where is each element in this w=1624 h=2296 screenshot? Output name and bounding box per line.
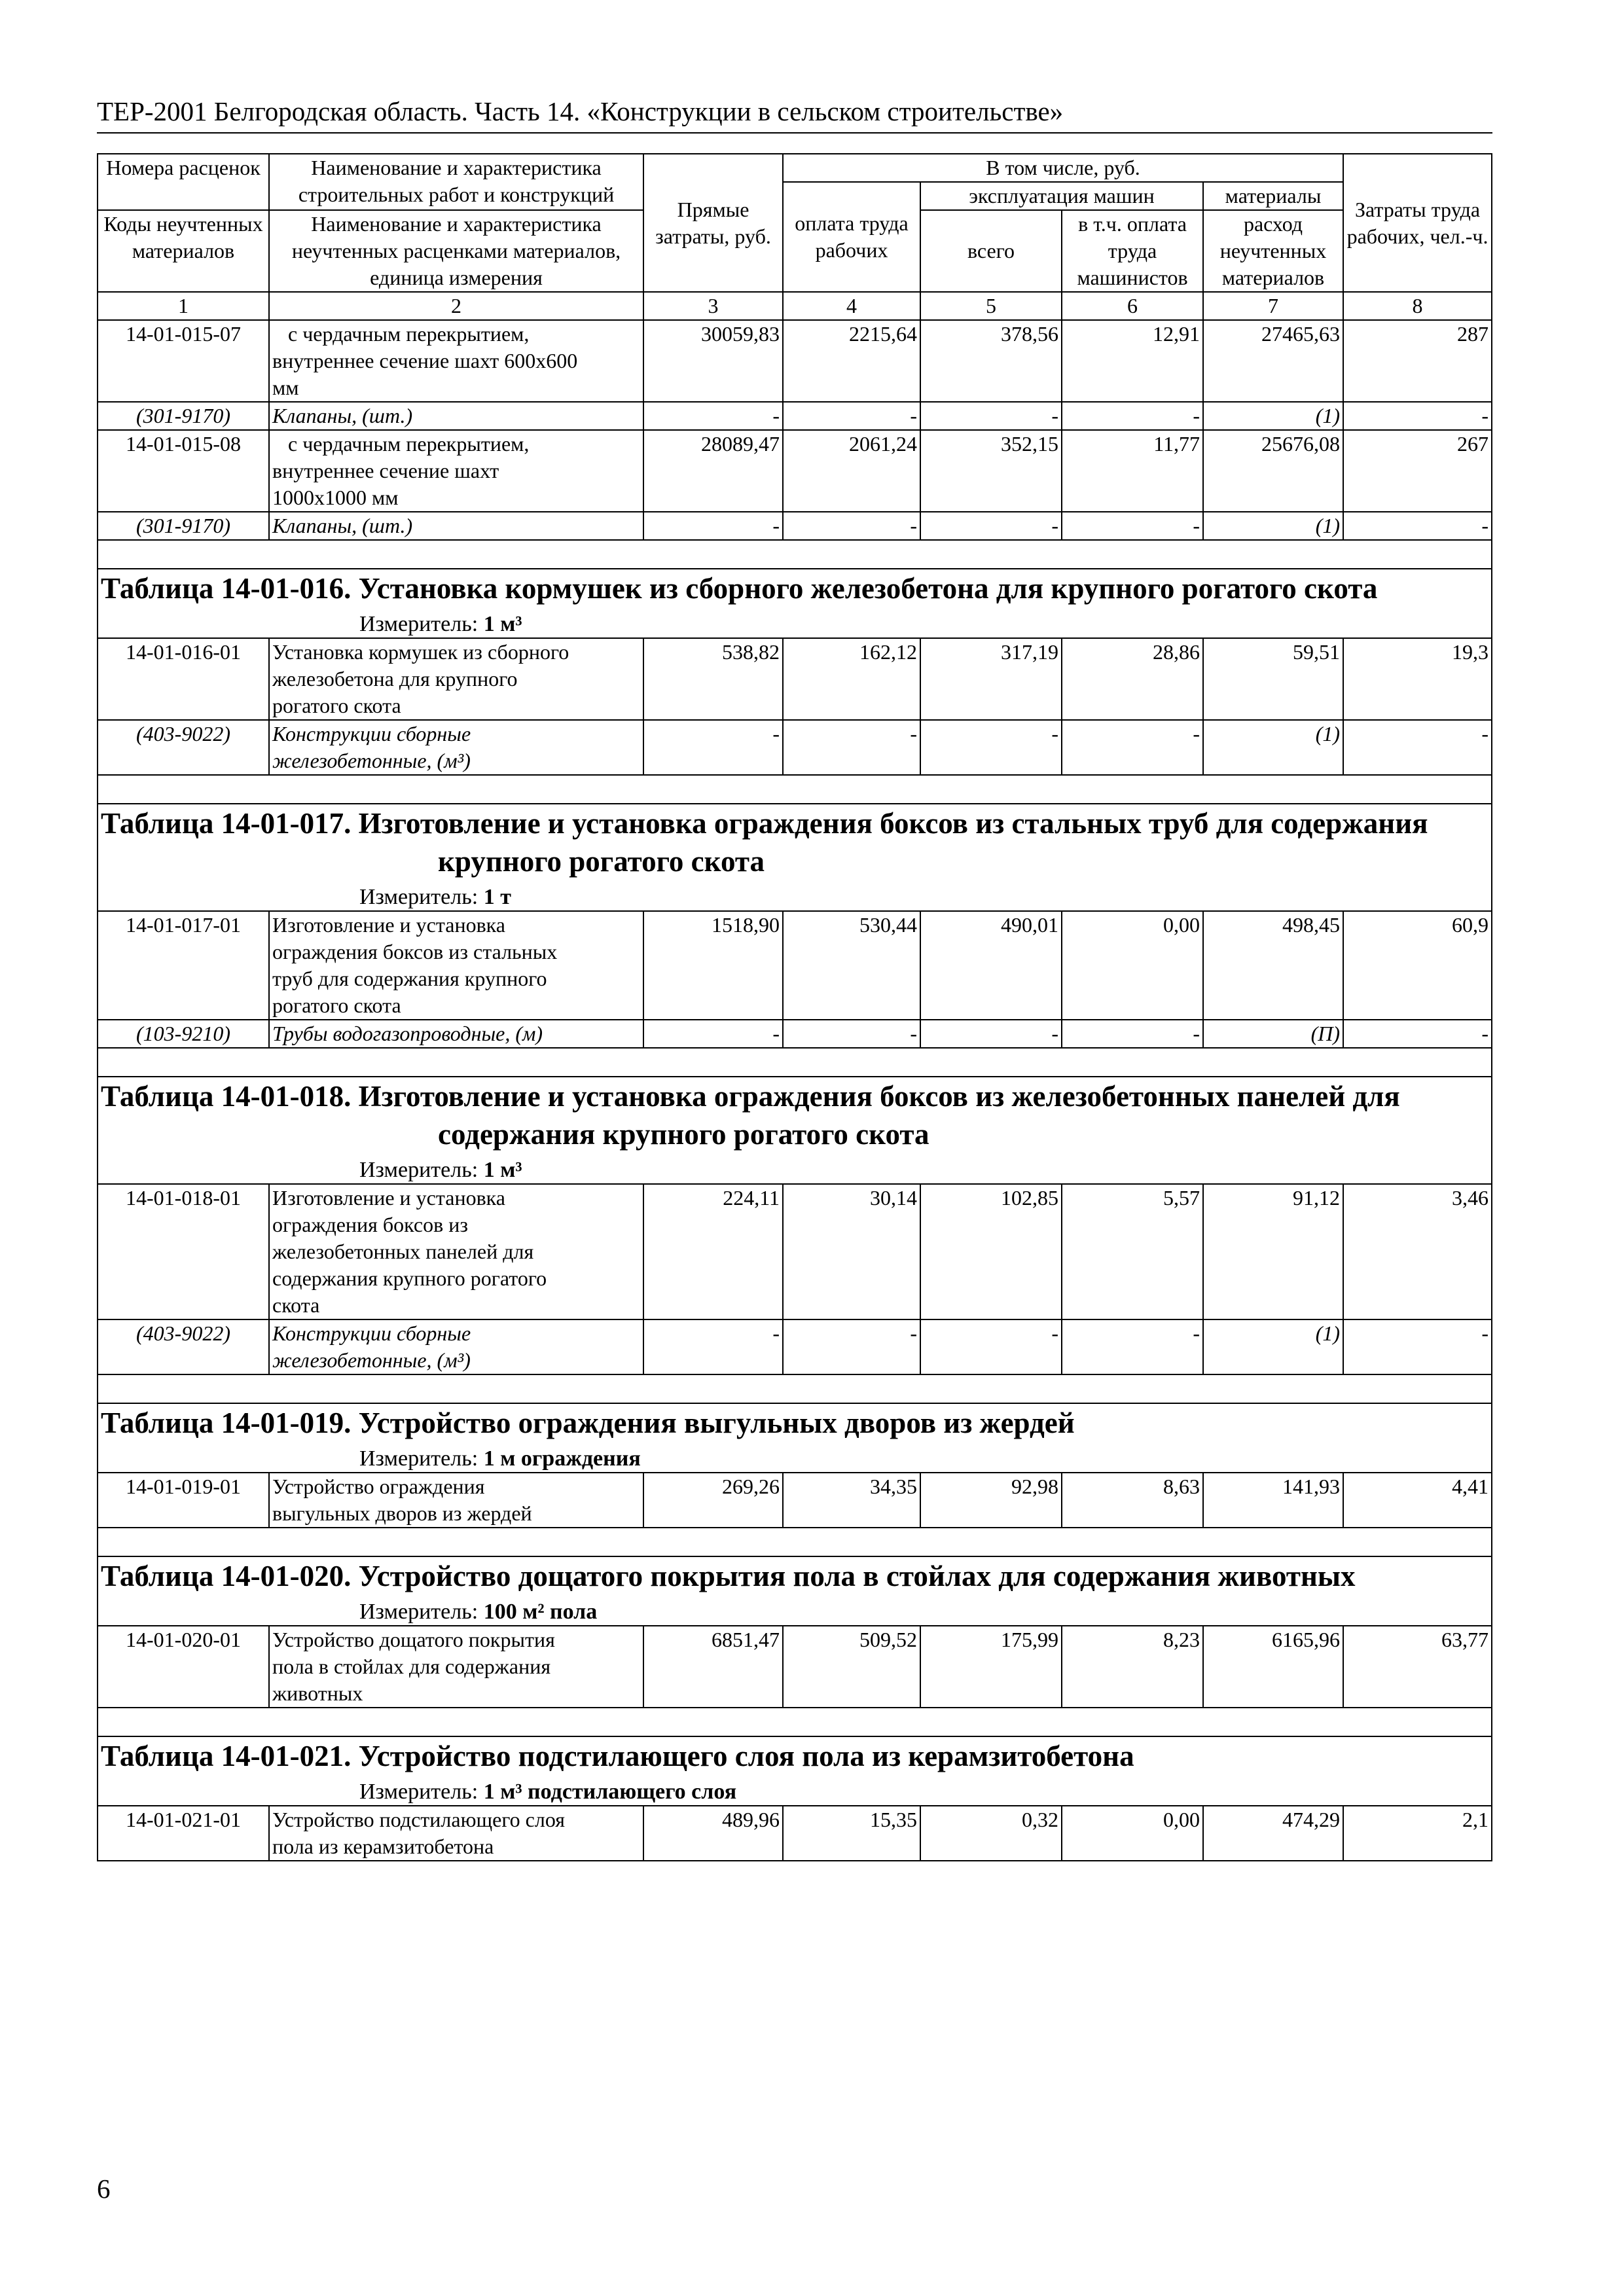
material-consumption: (1) [1203,402,1343,430]
materials-value: 141,93 [1203,1473,1343,1528]
material-value: - [783,1319,920,1374]
material-line: Конструкции сборные [272,1321,471,1345]
material-value: - [1062,720,1203,775]
column-numbers-row [98,292,1492,320]
description-line: мм [272,376,299,399]
column-number: 1 [98,292,269,320]
machinists-pay-value: 8,63 [1062,1473,1203,1528]
material-consumption: (1) [1203,720,1343,775]
material-name: Клапаны, (шт.) [269,512,643,540]
machines-total-value: 0,32 [920,1806,1062,1861]
machines-total-value: 352,15 [920,430,1062,512]
rate-code: 14-01-021-01 [98,1806,269,1861]
rate-description [269,1184,643,1319]
machinists-pay-value: 12,91 [1062,320,1203,402]
rate-code: 14-01-019-01 [98,1473,269,1528]
table-row [98,1626,1492,1708]
measure-unit: 1 т [483,885,511,909]
section-title: Таблица 14-01-019. Устройство ограждения выгульных дворов из жердей [101,1407,1075,1439]
material-name [269,720,643,775]
description-line: животных [272,1681,363,1705]
materials-value: 27465,63 [1203,320,1343,402]
material-code: (301-9170) [98,512,269,540]
machinists-pay-value: 28,86 [1062,638,1203,720]
description-line: ограждения боксов из [272,1213,468,1236]
header-direct-costs: Прямые затраты, руб. [643,154,783,292]
measure-unit: 1 м ограждения [483,1446,641,1471]
column-number: 6 [1062,292,1203,320]
table-row [98,911,1492,1020]
rate-description [269,1473,643,1528]
machines-total-value: 378,56 [920,320,1062,402]
labor-pay-value: 509,52 [783,1626,920,1708]
description-line: с чердачным перекрытием, [288,432,530,456]
material-value: - [1062,402,1203,430]
material-value: - [643,1319,783,1374]
labor-pay-value: 34,35 [783,1473,920,1528]
table-section-019 [98,1403,1492,1473]
section-title: Таблица 14-01-021. Устройство подстилающего слоя пола из керамзитобетона [101,1740,1134,1772]
direct-costs-value: 30059,83 [643,320,783,402]
rate-code: 14-01-020-01 [98,1626,269,1708]
section-title: Таблица 14-01-020. Устройство дощатого покрытия пола в стойлах для содержания животных [101,1560,1356,1592]
material-value: - [1343,1020,1492,1048]
table-row [98,1184,1492,1319]
rate-code: 14-01-016-01 [98,638,269,720]
header-row-1 [98,154,1492,182]
material-value: - [643,720,783,775]
header-unaccounted-codes: Коды неучтенных материалов [98,210,269,292]
labor-costs-value: 287 [1343,320,1492,402]
machines-total-value: 490,01 [920,911,1062,1020]
material-value: - [920,1020,1062,1048]
page-number: 6 [97,2174,111,2204]
table-row [98,430,1492,512]
rate-description [269,320,643,402]
material-row [98,402,1492,430]
material-value: - [643,512,783,540]
header-materials: материалы [1203,182,1343,210]
material-line: железобетонные, (м³) [272,749,471,772]
direct-costs-value: 28089,47 [643,430,783,512]
description-line: ограждения боксов из стальных [272,940,558,963]
material-value: - [1343,720,1492,775]
description-line: 1000x1000 мм [272,486,399,509]
measure-line [101,880,1489,910]
material-name [269,1319,643,1374]
material-value: - [1062,1319,1203,1374]
labor-costs-value: 4,41 [1343,1473,1492,1528]
description-line: пола в стойлах для содержания [272,1655,551,1678]
labor-costs-value: 60,9 [1343,911,1492,1020]
material-value: - [1343,512,1492,540]
header-machinists-pay: в т.ч. оплата труда машинистов [1062,210,1203,292]
measure-unit: 1 м³ [483,1158,522,1182]
column-number: 7 [1203,292,1343,320]
measure-label: Измеритель: [359,1600,478,1624]
description-line: железобетона для крупного [272,667,518,691]
material-code: (403-9022) [98,1319,269,1374]
description-line: Изготовление и установка [272,913,505,937]
machinists-pay-value: 5,57 [1062,1184,1203,1319]
material-value: - [920,720,1062,775]
labor-costs-value: 3,46 [1343,1184,1492,1319]
material-row [98,1319,1492,1374]
description-line: Устройство дощатого покрытия [272,1628,555,1651]
header-machines-total: всего [920,210,1062,292]
material-value: - [783,402,920,430]
table-section-018 [98,1077,1492,1184]
materials-value: 498,45 [1203,911,1343,1020]
measure-line [101,1595,1489,1625]
material-value: - [920,512,1062,540]
labor-costs-value: 2,1 [1343,1806,1492,1861]
description-line: Устройство подстилающего слоя [272,1808,565,1831]
header-machine-operation: эксплуатация машин [920,182,1203,210]
materials-value: 25676,08 [1203,430,1343,512]
table-section-020 [98,1556,1492,1626]
labor-costs-value: 19,3 [1343,638,1492,720]
materials-value: 59,51 [1203,638,1343,720]
labor-pay-value: 15,35 [783,1806,920,1861]
rate-code: 14-01-015-08 [98,430,269,512]
material-value: - [920,402,1062,430]
description-line: труб для содержания крупного [272,967,547,990]
material-value: - [1062,512,1203,540]
header-unaccounted-consumption: расход неучтенных материалов [1203,210,1343,292]
table-row [98,320,1492,402]
material-code: (403-9022) [98,720,269,775]
section-title: Таблица 14-01-017. Изготовление и установка ограждения боксов из стальных труб для содержания крупного рогатого скота [101,807,1428,878]
material-consumption: (П) [1203,1020,1343,1048]
material-consumption: (1) [1203,1319,1343,1374]
section-title: Таблица 14-01-018. Изготовление и установка ограждения боксов из железобетонных панелей для содержания крупного рогатого скота [101,1080,1400,1151]
page-header: ТЕР-2001 Белгородская область. Часть 14. «Конструкции в сельском строительстве» [97,96,1492,134]
rate-description [269,1806,643,1861]
description-line: выгульных дворов из жердей [272,1501,532,1525]
direct-costs-value: 269,26 [643,1473,783,1528]
table-section-017 [98,804,1492,911]
direct-costs-value: 538,82 [643,638,783,720]
machinists-pay-value: 0,00 [1062,1806,1203,1861]
description-line: железобетонных панелей для [272,1240,534,1263]
machines-total-value: 92,98 [920,1473,1062,1528]
labor-pay-value: 30,14 [783,1184,920,1319]
table-section-016 [98,569,1492,638]
material-row [98,512,1492,540]
material-code: (103-9210) [98,1020,269,1048]
machines-total-value: 317,19 [920,638,1062,720]
machinists-pay-value: 8,23 [1062,1626,1203,1708]
description-line: внутреннее сечение шахт 600x600 [272,349,578,372]
header-labor-pay: оплата труда рабочих [783,182,920,292]
direct-costs-value: 6851,47 [643,1626,783,1708]
material-name: Трубы водогазопроводные, (м) [269,1020,643,1048]
labor-costs-value: 63,77 [1343,1626,1492,1708]
measure-unit: 1 м³ [483,612,522,636]
material-value: - [643,1020,783,1048]
table-row [98,1806,1492,1861]
header-work-name: Наименование и характеристика строительных работ и конструкций [269,154,643,210]
description-line: Устройство ограждения [272,1475,485,1498]
material-value: - [1343,402,1492,430]
description-line: рогатого скота [272,694,401,717]
rate-description [269,911,643,1020]
description-line: рогатого скота [272,994,401,1017]
column-number: 3 [643,292,783,320]
materials-value: 6165,96 [1203,1626,1343,1708]
material-row [98,720,1492,775]
measure-line [101,607,1489,637]
column-number: 4 [783,292,920,320]
material-name: Клапаны, (шт.) [269,402,643,430]
material-row [98,1020,1492,1048]
measure-unit: 100 м² пола [483,1600,598,1624]
header-labor-costs: Затраты труда рабочих, чел.-ч. [1343,154,1492,292]
materials-value: 91,12 [1203,1184,1343,1319]
rate-description [269,430,643,512]
table-row [98,1473,1492,1528]
materials-value: 474,29 [1203,1806,1343,1861]
description-line: Установка кормушек из сборного [272,640,569,664]
description-line: Изготовление и установка [272,1186,505,1210]
direct-costs-value: 224,11 [643,1184,783,1319]
description-line: скота [272,1293,320,1317]
measure-line [101,1153,1489,1183]
measure-line [101,1442,1489,1472]
direct-costs-value: 1518,90 [643,911,783,1020]
measure-label: Измеритель: [359,885,478,909]
description-line: внутреннее сечение шахт [272,459,499,482]
labor-pay-value: 2061,24 [783,430,920,512]
material-value: - [783,1020,920,1048]
table-row [98,638,1492,720]
table-section-021 [98,1736,1492,1806]
material-line: Конструкции сборные [272,722,471,745]
description-line: с чердачным перекрытием, [288,322,530,346]
measure-label: Измеритель: [359,1780,478,1804]
header-rate-numbers: Номера расценок [98,154,269,210]
labor-pay-value: 162,12 [783,638,920,720]
rate-description [269,1626,643,1708]
material-code: (301-9170) [98,402,269,430]
measure-label: Измеритель: [359,612,478,636]
rate-code: 14-01-015-07 [98,320,269,402]
machinists-pay-value: 0,00 [1062,911,1203,1020]
machines-total-value: 102,85 [920,1184,1062,1319]
column-number: 8 [1343,292,1492,320]
header-unaccounted-names: Наименование и характеристика неучтенных расценками материалов, единица измерения [269,210,643,292]
description-line: пола из керамзитобетона [272,1835,494,1858]
labor-costs-value: 267 [1343,430,1492,512]
material-value: - [783,720,920,775]
machinists-pay-value: 11,77 [1062,430,1203,512]
column-number: 5 [920,292,1062,320]
rate-code: 14-01-017-01 [98,911,269,1020]
measure-label: Измеритель: [359,1446,478,1471]
machines-total-value: 175,99 [920,1626,1062,1708]
measure-unit: 1 м³ подстилающего слоя [483,1780,737,1804]
material-value: - [783,512,920,540]
material-consumption: (1) [1203,512,1343,540]
material-value: - [1343,1319,1492,1374]
measure-line [101,1775,1489,1805]
measure-label: Измеритель: [359,1158,478,1182]
material-value: - [643,402,783,430]
material-value: - [1062,1020,1203,1048]
labor-pay-value: 2215,64 [783,320,920,402]
header-including: В том числе, руб. [783,154,1343,182]
material-value: - [920,1319,1062,1374]
rates-table [97,153,1492,1861]
direct-costs-value: 489,96 [643,1806,783,1861]
column-number: 2 [269,292,643,320]
rate-code: 14-01-018-01 [98,1184,269,1319]
material-line: железобетонные, (м³) [272,1348,471,1372]
description-line: содержания крупного рогатого [272,1266,547,1290]
section-title: Таблица 14-01-016. Установка кормушек из сборного железобетона для крупного рогатого скота [101,572,1378,605]
labor-pay-value: 530,44 [783,911,920,1020]
rate-description [269,638,643,720]
